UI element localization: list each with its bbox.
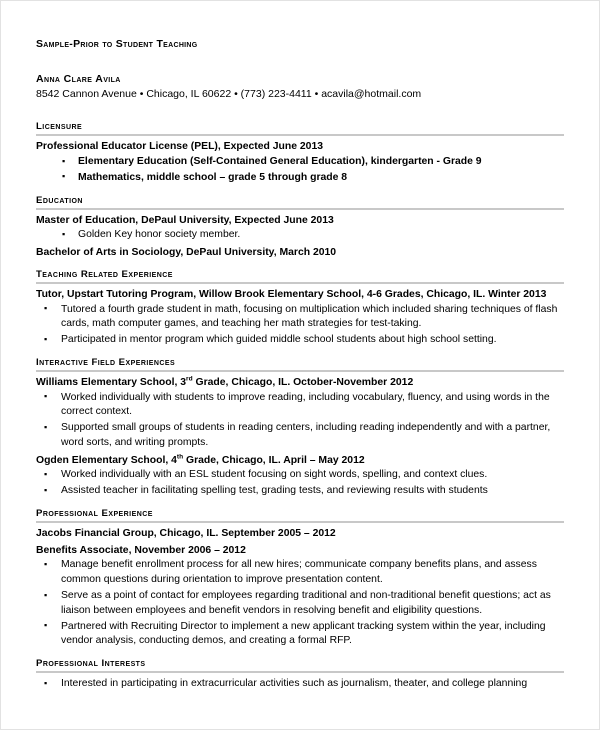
teaching-entry-tutor: Tutor, Upstart Tutoring Program, Willow Brook Elementary School, 4-6 Grades, Chicago, IL. Winter 2013 [36, 288, 547, 300]
williams-bullet-list [36, 391, 564, 451]
section-licensure [36, 121, 564, 185]
teaching-bullet-list [36, 303, 564, 348]
section-heading-interactive-field-experiences: Interactive Field Experiences [36, 357, 564, 372]
interests-bullet-list [36, 677, 564, 692]
education-entry-bachelors: Bachelor of Arts in Sociology, DePaul University, March 2010 [36, 247, 337, 259]
list-item: ▪ Elementary Education (Self-Contained General Education), kindergarten - Grade 9 [36, 155, 564, 170]
education-bullet-list [36, 228, 564, 243]
candidate-name: Anna Clare Avila [36, 72, 121, 85]
ogden-bullet-list [36, 468, 564, 499]
list-item: ▪ Manage benefit enrollment process for all new hires; communicate company benefits plans, and assess common questions during orientation to improve presentation content. [36, 558, 564, 588]
section-teaching-related-experience [36, 269, 564, 348]
field-entry-ogden-ordinal: th [176, 453, 184, 461]
section-heading-professional-experience: Professional Experience [36, 508, 564, 523]
field-entry-williams-school: Williams Elementary School, 3 [36, 376, 187, 388]
list-item: ▪ Partnered with Recruiting Director to implement a new applicant tracking system within the year, including vendor analysis, conducting demos, and creating a formal RFP. [36, 620, 564, 650]
licensure-entry: Professional Educator License (PEL), Expected June 2013 [36, 141, 323, 153]
list-item: ▪ Assisted teacher in facilitating spelling test, grading tests, and reviewing results with students [36, 484, 564, 499]
list-item: ▪ Serve as a point of contact for employees regarding traditional and non-traditional benefit questions; act as liaison between employees and benefit vendors in resolving benefit and eligibility questions. [36, 589, 564, 619]
section-heading-licensure: Licensure [36, 121, 564, 136]
licensure-bullet-list [36, 155, 564, 186]
professional-bullet-list [36, 558, 564, 649]
section-heading-professional-interests: Professional Interests [36, 658, 564, 673]
document-title: Sample-Prior to Student Teaching [36, 38, 198, 50]
list-item: ▪ Mathematics, middle school – grade 5 through grade 8 [36, 171, 564, 186]
section-heading-education: Education [36, 195, 564, 210]
list-item: ▪ Worked individually with students to improve reading, including vocabulary, fluency, and using words in the correct context. [36, 391, 564, 421]
field-entry-williams-ordinal: rd [186, 375, 193, 383]
list-item: ▪ Interested in participating in extracurricular activities such as journalism, theater, and college planning [36, 677, 564, 692]
field-entry-ogden-school: Ogden Elementary School, 4 [36, 454, 177, 466]
section-education [36, 195, 564, 260]
section-interactive-field-experiences [36, 357, 564, 499]
list-item: ▪ Golden Key honor society member. [36, 228, 564, 243]
list-item: ▪ Participated in mentor program which guided middle school students about high school setting. [36, 333, 564, 348]
education-entry-masters: Master of Education, DePaul University, Expected June 2013 [36, 214, 334, 226]
section-heading-teaching-related-experience: Teaching Related Experience [36, 269, 564, 284]
professional-role: Benefits Associate, November 2006 – 2012 [36, 544, 246, 556]
field-entry-williams-rest: Grade, Chicago, IL. October-November 2012 [192, 376, 414, 388]
list-item: ▪ Tutored a fourth grade student in math, focusing on multiplication which included sharing techniques of flash cards, math computer games, and teaching her math strategies for test-taking. [36, 303, 564, 333]
field-entry-ogden [36, 454, 564, 468]
section-professional-interests [36, 658, 564, 692]
list-item: ▪ Worked individually with an ESL student focusing on sight words, spelling, and context clues. [36, 468, 564, 483]
field-entry-ogden-rest: Grade, Chicago, IL. April – May 2012 [183, 454, 365, 466]
list-item: ▪ Supported small groups of students in reading centers, including reading independently and with a partner, word sorts, and writing prompts. [36, 421, 564, 451]
candidate-contact-line: 8542 Cannon Avenue • Chicago, IL 60622 • (773) 223-4411 • acavila@hotmail.com [36, 88, 422, 101]
section-professional-experience [36, 508, 564, 649]
field-entry-williams [36, 376, 564, 390]
professional-employer: Jacobs Financial Group, Chicago, IL. September 2005 – 2012 [36, 528, 336, 540]
